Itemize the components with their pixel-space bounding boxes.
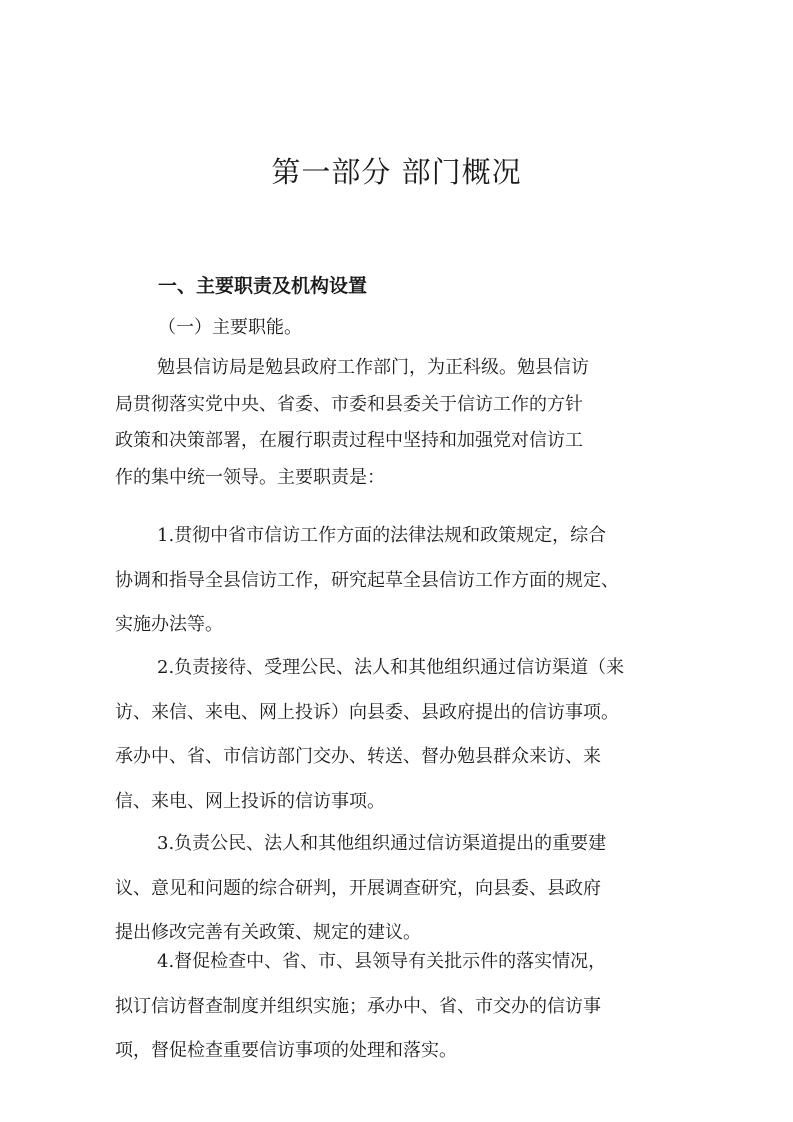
page-title: 第一部分 部门概况 [271,155,522,189]
paragraph-line: 2.负责接待、受理公民、法人和其他组织通过信访渠道（来 [157,657,625,678]
duty-item-4 [115,940,685,1074]
subsection-heading: （一）主要职能。 [158,317,302,338]
paragraph-line: 勉县信访局是勉县政府工作部门，为正科级。勉县信访 [157,357,589,378]
paragraph-line: 3.负责公民、法人和其他组织通过信访渠道提出的重要建 [157,833,607,854]
intro-paragraph [115,350,685,496]
section-heading: 一、主要职责及机构设置 [158,275,368,297]
paragraph-line: 4.督促检查中、省、市、县领导有关批示件的落实情况， [157,951,607,972]
paragraph-line: 提出修改完善有关政策、规定的建议。 [115,922,421,943]
paragraph-line: 拟订信访督查制度并组织实施；承办中、省、市交办的信访事 [115,995,601,1017]
paragraph-line: 协调和指导全县信访工作，研究起草全县信访工作方面的规定、 [115,569,619,591]
paragraph-line: 项，督促检查重要信访事项的处理和落实。 [115,1040,457,1061]
duty-item-3 [115,822,685,956]
paragraph-line: 局贯彻落实党中央、省委、市委和县委关于信访工作的方针 [115,393,583,415]
paragraph-line: 信、来电、网上投诉的信访事项。 [115,790,385,812]
paragraph-line: 议、意见和问题的综合研判，开展调查研究，向县委、县政府 [115,877,601,899]
paragraph-line: 实施办法等。 [115,614,223,635]
duty-item-2 [115,646,685,824]
paragraph-line: 承办中、省、市信访部门交办、转送、督办勉县群众来访、来 [115,746,601,767]
paragraph-line: 政策和决策部署，在履行职责过程中坚持和加强党对信访工 [115,430,583,451]
paragraph-line: 作的集中统一领导。主要职责是： [115,466,385,488]
duty-item-1 [115,514,685,648]
paragraph-line: 1.贯彻中省市信访工作方面的法律法规和政策规定，综合 [157,525,607,546]
paragraph-line: 访、来信、来电、网上投诉）向县委、县政府提出的信访事项。 [115,701,619,723]
